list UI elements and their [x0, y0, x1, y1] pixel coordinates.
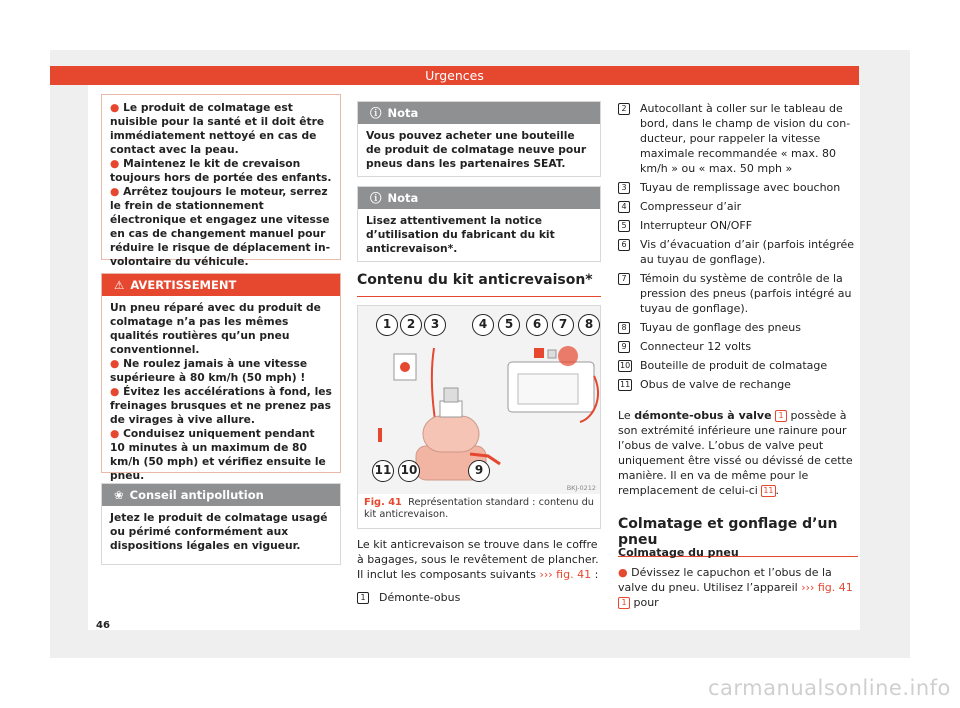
- fig-reference-link[interactable]: ››› fig. 41: [539, 568, 592, 581]
- avertissement-header: ⚠ AVERTISSEMENT: [102, 274, 340, 296]
- leaf-icon: ❀: [114, 488, 124, 502]
- list-item: 8 Tuyau de gonflage des pneus: [618, 320, 858, 335]
- list-item: 3 Tuyau de remplissage avec bouchon: [618, 180, 858, 195]
- list-item: 5 Interrupteur ON/OFF: [618, 218, 858, 233]
- section-title-kit: Contenu du kit anticrevaison*: [357, 272, 601, 297]
- components-list: [618, 101, 858, 396]
- avertissement-bullet: ● Évitez les accélérations à fond, les freinages brusques et ne prenez pas de virages à vive allure.: [110, 385, 332, 426]
- figure-callout: 6: [526, 314, 548, 336]
- page-number: 46: [96, 620, 110, 631]
- nota-header: ⓘ Nota: [358, 187, 600, 209]
- kit-illustration: [358, 306, 600, 494]
- kit-intro-paragraph: Le kit anticrevaison se trouve dans le coffre à bagages, sous le revêtement de plancher. Il inclut les composants suivants ››› fig. 41 : 1 Démonte-obus: [357, 537, 601, 605]
- fig-reference-link[interactable]: ››› fig. 41: [801, 581, 853, 594]
- nota-box-1: [357, 101, 601, 177]
- page-header: Urgences: [50, 66, 859, 85]
- eco-tip-body: Jetez le produit de colmatage usagé ou périmé conformément aux dispositions légales en vigueur.: [110, 511, 328, 552]
- safety-warnings-box: [101, 94, 341, 268]
- list-item: 4 Compresseur d’air: [618, 199, 858, 214]
- list-item: 11 Obus de valve de rechange: [620, 378, 791, 391]
- info-icon: ⓘ: [370, 191, 382, 205]
- list-item: 9 Connecteur 12 volts: [618, 339, 858, 354]
- list-item: 7 Témoin du système de contrôle de la pression des pneus (parfois intégré au tuyau de gonflage).: [618, 271, 858, 316]
- figure-code: BKJ-0212: [566, 484, 596, 492]
- warning-item: ● Arrêtez toujours le moteur, serrez le frein de stationnement électronique et engagez une vitesse en cas de changement manuel pour réduire le risque de déplacement involontaire du véhicule.: [110, 185, 330, 268]
- warning-item: ● Maintenez le kit de crevaison toujours hors de portée des enfants.: [110, 157, 332, 184]
- figure-callout: 1: [376, 314, 398, 336]
- list-item: 6 Vis d’évacuation d’air (parfois intégrée au tuyau de gonflage).: [618, 237, 858, 267]
- warning-item: ● Le produit de colmatage est nuisible pour la santé et il doit être immédiatement nettoyé en cas de contact avec la peau.: [110, 101, 325, 156]
- warning-triangle-icon: ⚠: [114, 278, 125, 292]
- avertissement-box: [101, 273, 341, 482]
- colmatage-step: ● Dévissez le capuchon et l’obus de la valve du pneu. Utilisez l’appareil ››› fig. 41 1 pour: [618, 566, 853, 609]
- nota-header: ⓘ Nota: [358, 102, 600, 124]
- info-icon: ⓘ: [370, 106, 382, 120]
- eco-tip-header: ❀ Conseil antipollution: [102, 484, 340, 506]
- figure-caption: Fig. 41 Représentation standard : contenu du kit anticrevaison.: [364, 497, 594, 520]
- figure-callout: 4: [472, 314, 494, 336]
- avertissement-bullet: ● Ne roulez jamais à une vitesse supérieure à 80 km/h (50 mph) !: [110, 357, 308, 384]
- list-item: 10 Bouteille de produit de colmatage: [620, 359, 828, 372]
- list-item: 1 Démonte-obus: [357, 590, 601, 605]
- subheading-colmatage: Colmatage du pneu: [618, 546, 739, 559]
- nota-box-2: [357, 186, 601, 262]
- nota-body: Lisez attentivement la notice d’utilisation du fabricant du kit anticrevaison*.: [366, 214, 555, 255]
- section-title-colmatage: Colmatage et gonflage d’un pneu: [618, 516, 858, 557]
- figure-41: [357, 305, 601, 529]
- valve-tool-paragraph: Le démonte-obus à valve 1 possède à son extrémité inférieure une rainure pour l’obus de valve. L’obus de valve peut uniquement être vissé ou dévissé de cette manière. Il en va de même pour le remplacement de celui-ci 11 .: [618, 409, 853, 497]
- figure-callout: 3: [424, 314, 446, 336]
- list-item: 2 Autocollant à coller sur le tableau de bord, dans le champ de vision du conducteur, pour rappeler la vitesse maximale recommandée « max. 80 km/h » ou « max. 50 mph »: [618, 101, 858, 176]
- eco-tip-box: [101, 483, 341, 565]
- figure-callout: 7: [552, 314, 574, 336]
- nota-body: Vous pouvez acheter une bouteille de produit de colmatage neuve pour pneus dans les partenaires SEAT.: [366, 129, 587, 170]
- watermark: carmanualsonline.info: [708, 676, 951, 700]
- figure-callout: 11: [372, 460, 394, 482]
- figure-callout: 2: [400, 314, 422, 336]
- figure-callout: 8: [578, 314, 600, 336]
- avertissement-bullet: ● Conduisez uniquement pendant 10 minutes à un maximum de 80 km/h (50 mph) et vérifiez ensuite le pneu.: [110, 427, 326, 482]
- avertissement-body: Un pneu réparé avec du produit de colmatage n’a pas les mêmes qualités routières qu’un pneu conventionnel. ● Ne roulez jamais à une vitesse supérieure à 80 km/h (50 mph) ! ● Évitez les accélérations à fond, les freinages brusques et ne prenez pas de virages à vive allure. ● Conduisez uniquement pendant 10 minutes à un maximum de 80 km/h (50 mph) et vérifiez ensuite le pneu.: [110, 301, 332, 482]
- figure-callout: 10: [398, 460, 420, 482]
- figure-callout: 5: [498, 314, 520, 336]
- figure-callout: 9: [468, 460, 490, 482]
